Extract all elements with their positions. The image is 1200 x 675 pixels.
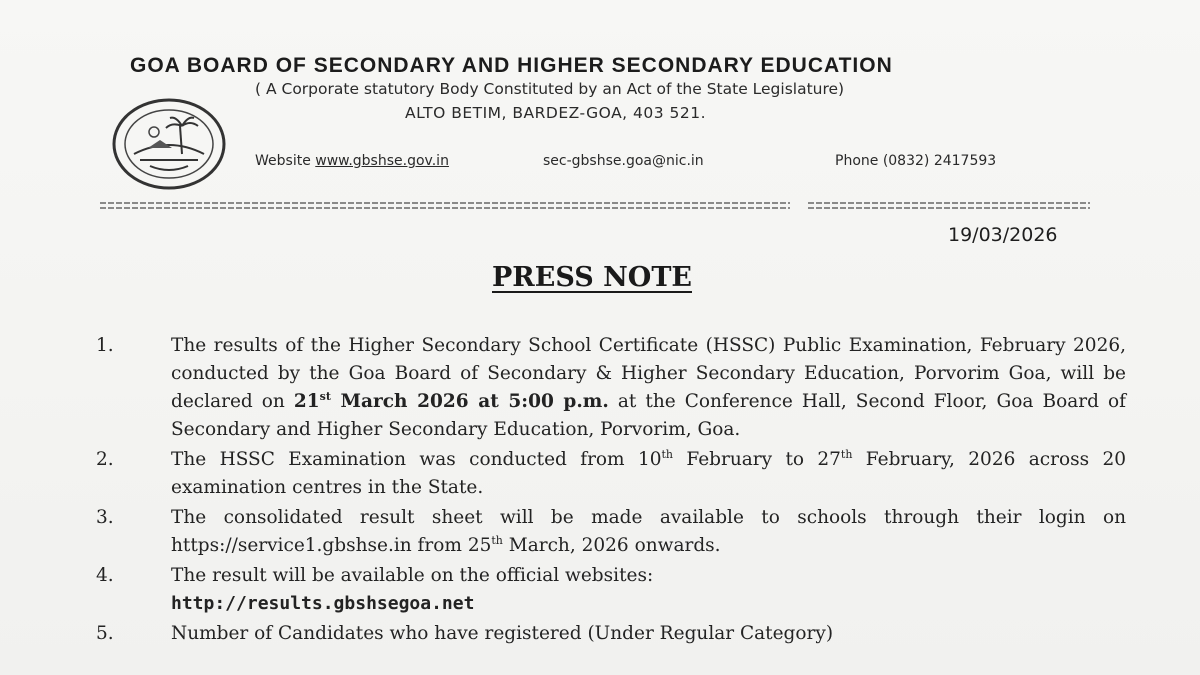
item-text: The results of the Higher Secondary School Certificate (HSSC) Public Examination, February 2026, conducted by the Goa Board of Secondary & Higher Secondary Education, Porvorim Goa, will be declared on 21st March 2026 at 5:00 p.m. at the Conference Hall, Second Floor, Goa Board of Secondary and Higher Secondary Education, Porvorim, Goa. (171, 335, 1126, 440)
board-subtitle: ( A Corporate statutory Body Constituted by an Act of the State Legislature) (255, 80, 845, 98)
item-text: Number of Candidates who have registered (Under Regular Category) (171, 623, 834, 644)
board-title: GOA BOARD OF SECONDARY AND HIGHER SECONDARY EDUCATION (130, 54, 893, 77)
board-seal-logo (110, 96, 228, 192)
list-item (96, 504, 1126, 560)
item-number: 4. (96, 565, 114, 586)
item-number: 1. (96, 335, 114, 356)
email-link[interactable]: sec-gbshse.goa@nic.in (543, 153, 704, 169)
website-link[interactable]: www.gbshse.gov.in (315, 153, 449, 169)
item-number: 3. (96, 507, 114, 528)
document-date: 19/03/2026 (948, 224, 1058, 246)
list-item (96, 620, 1126, 648)
website-label: Website (255, 153, 311, 169)
separator-rule (100, 200, 1090, 212)
item-number: 5. (96, 623, 114, 644)
item-text: The HSSC Examination was conducted from 10th February to 27th February, 2026 across 20 examination centres in the State. (171, 447, 1126, 498)
board-address: ALTO BETIM, BARDEZ-GOA, 403 521. (405, 104, 707, 122)
item-number: 2. (96, 449, 114, 470)
results-url-link[interactable]: http://results.gbshsegoa.net (171, 593, 475, 614)
list-item (96, 562, 1126, 618)
website-contact (255, 153, 449, 169)
list-item (96, 332, 1126, 444)
item-text: The result will be available on the official websites: http://results.gbshsegoa.net (171, 565, 654, 614)
press-note-list (96, 332, 1126, 648)
list-item (96, 446, 1126, 502)
press-note-heading: PRESS NOTE (492, 262, 692, 293)
phone-number: Phone (0832) 2417593 (835, 153, 997, 169)
item-text: The consolidated result sheet will be made available to schools through their login on https://service1.gbshse.in from 25th March, 2026 onwards. (171, 507, 1126, 556)
